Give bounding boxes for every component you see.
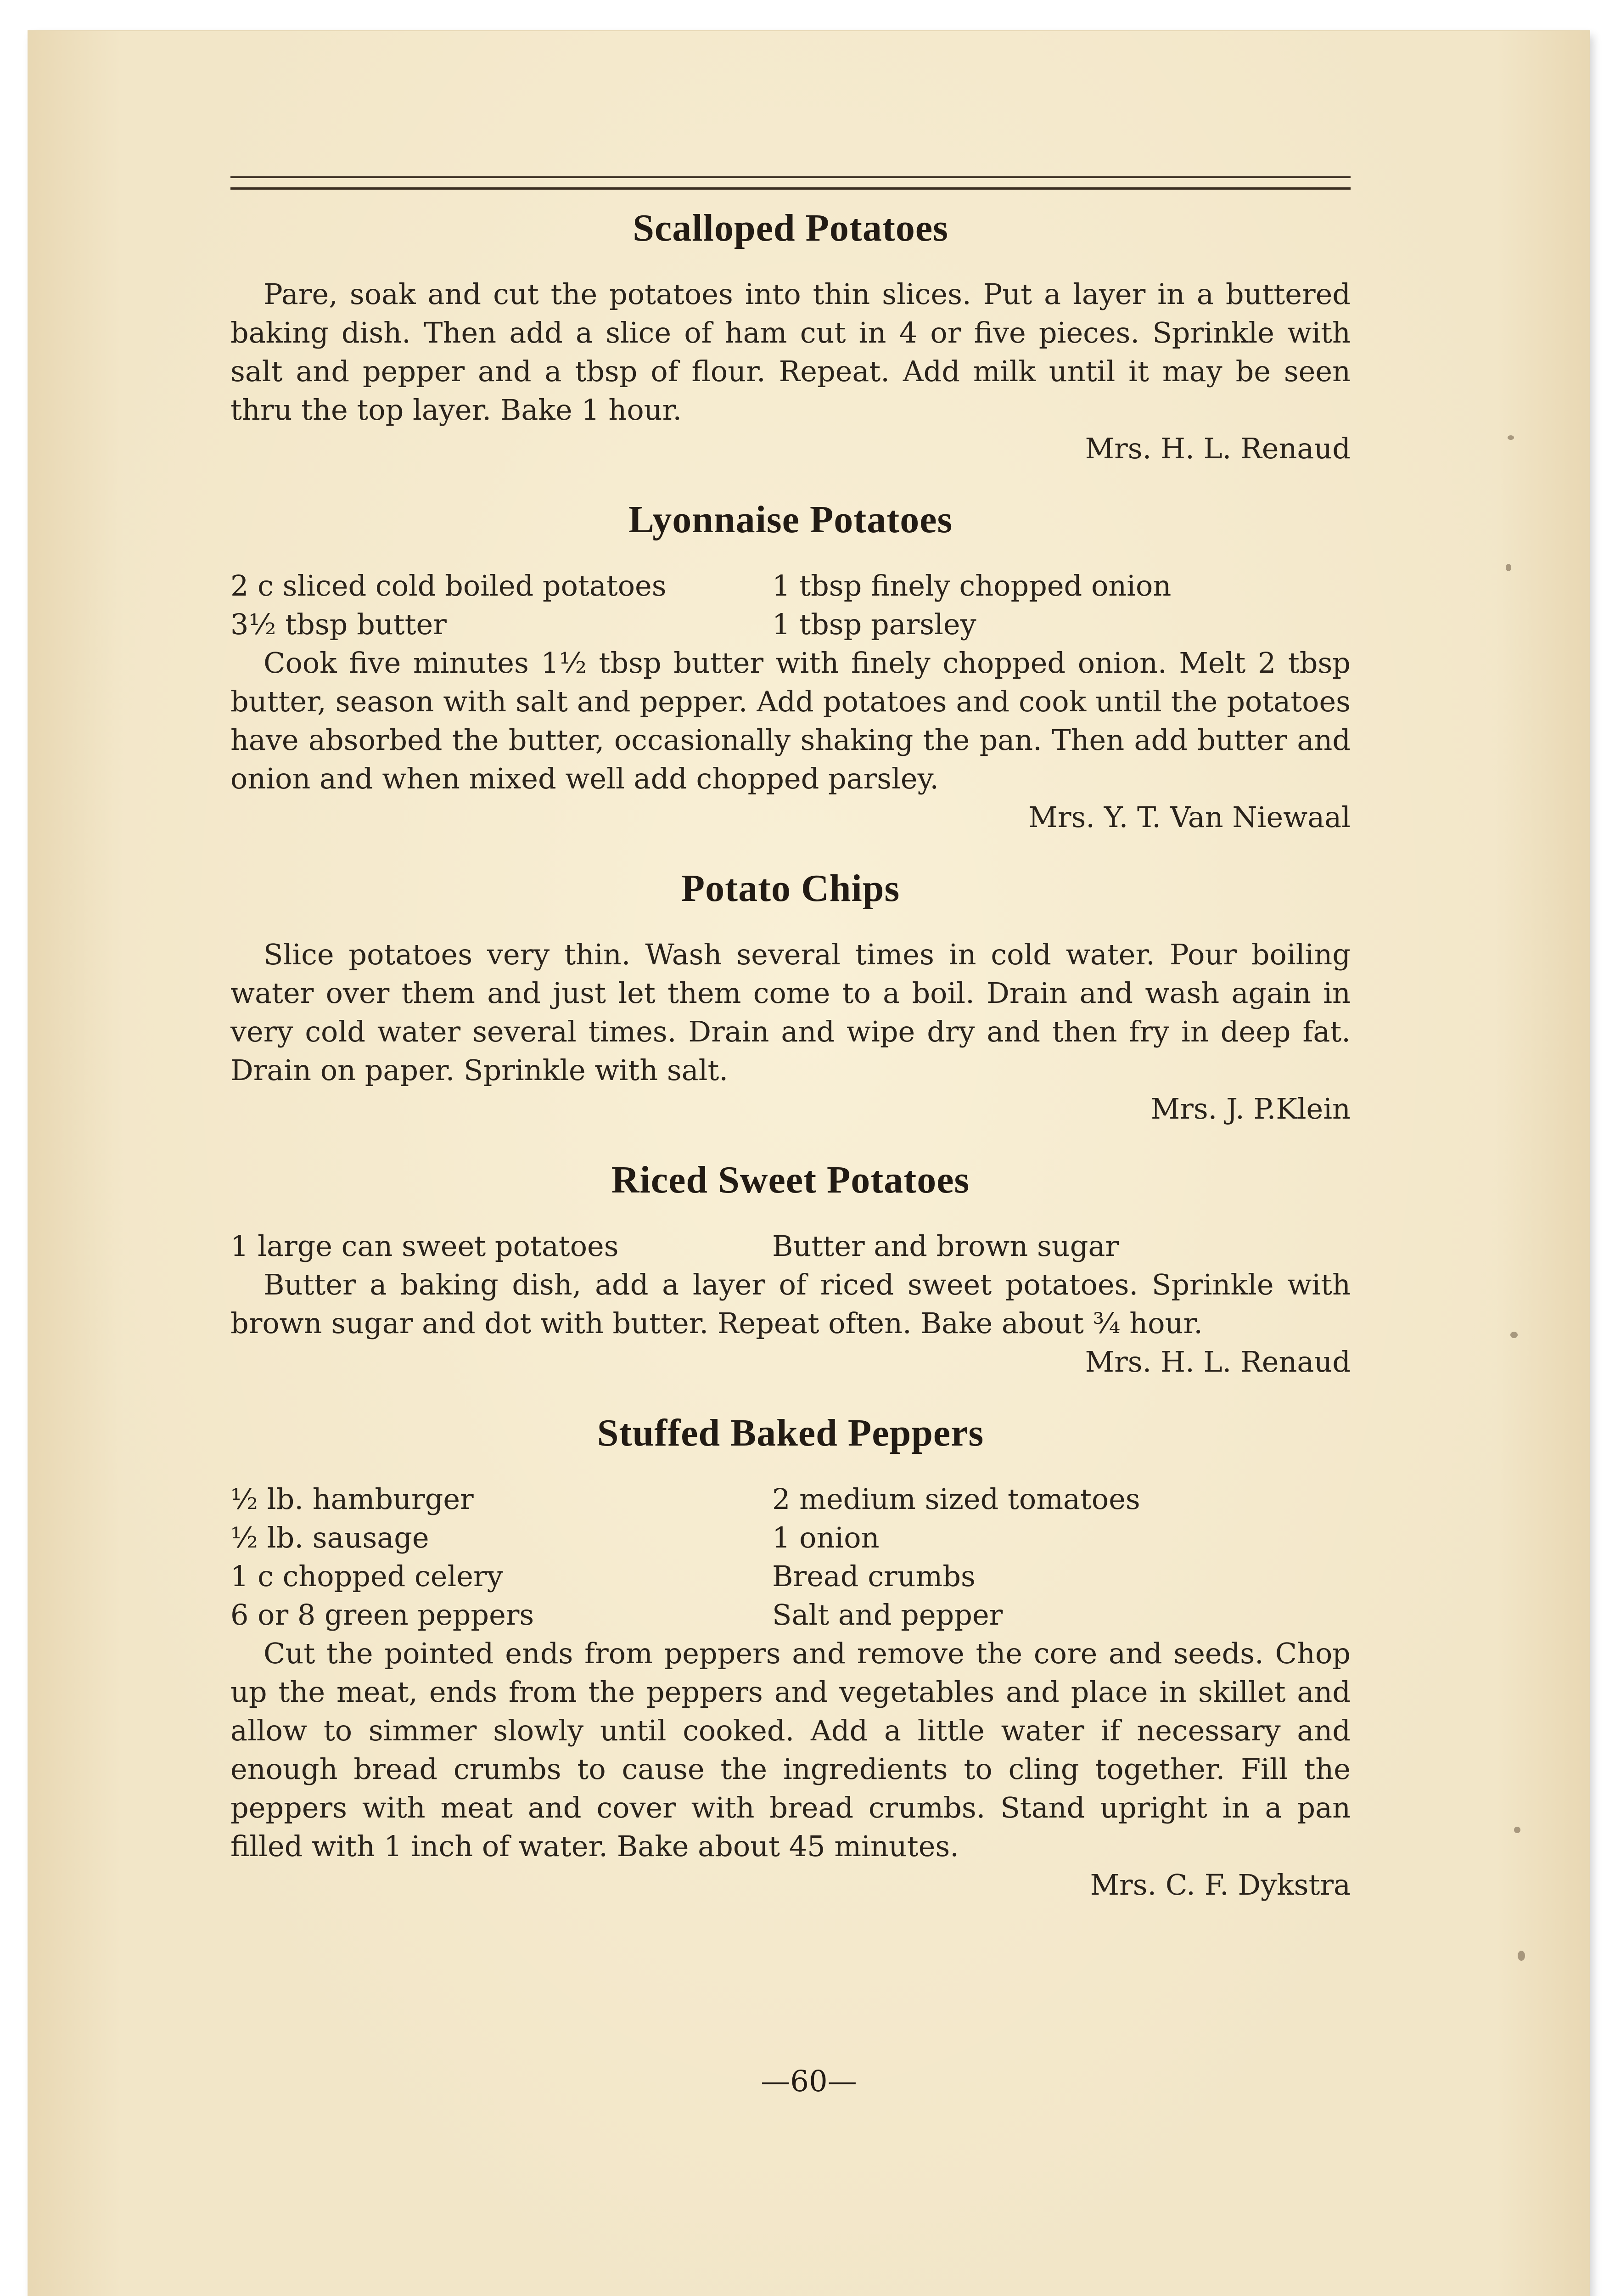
ingredient-item: Bread crumbs (772, 1559, 976, 1593)
recipe-content (230, 206, 1351, 1904)
recipe-stuffed-baked-peppers (230, 1411, 1351, 1904)
ingredient-list (230, 567, 1351, 644)
paper-speck (1514, 1827, 1520, 1833)
ingredient-item: 2 c sliced cold boiled potatoes (230, 569, 667, 602)
recipe-lyonnaise-potatoes (230, 497, 1351, 837)
recipe-instructions: Cook five minutes 1½ tbsp butter with finely chopped onion. Melt 2 tbsp butter, season with salt and pepper. Add potatoes and cook until the potatoes have absorbed the butter, occasionally shaking the pan. Then add butter and onion and when mixed well add chopped parsley. (230, 646, 1351, 795)
recipe-author: Mrs. J. P.Klein (1150, 1092, 1351, 1125)
recipe-author: Mrs. H. L. Renaud (1085, 1345, 1351, 1379)
ingredient-item: 3½ tbsp butter (230, 608, 447, 641)
recipe-title: Stuffed Baked Peppers (597, 1412, 984, 1454)
paper-speck (1508, 435, 1514, 440)
recipe-title: Scalloped Potatoes (633, 207, 948, 249)
recipe-instructions: Cut the pointed ends from peppers and remove the core and seeds. Chop up the meat, ends from the peppers and vegetables and place in skillet and allow to simmer slowly until cooked. Add a little water if necessary and enough bread crumbs to cause the ingredients to cling together. Fill the peppers with meat and cover with bread crumbs. Stand upright in a pan filled with 1 inch of water. Bake about 45 minutes. (230, 1637, 1351, 1863)
ingredient-item: 1 c chopped celery (230, 1559, 503, 1593)
header-rule-bottom (230, 187, 1351, 190)
recipe-potato-chips (230, 866, 1351, 1128)
recipe-riced-sweet-potatoes (230, 1158, 1351, 1381)
recipe-scalloped-potatoes (230, 206, 1351, 468)
ingredient-list (230, 1480, 1351, 1634)
paper-speck (1510, 1332, 1518, 1338)
recipe-author: Mrs. Y. T. Van Niewaal (1028, 800, 1351, 834)
ingredient-item: Salt and pepper (772, 1598, 1003, 1632)
recipe-author: Mrs. H. L. Renaud (1085, 432, 1351, 465)
paper-speck (1506, 564, 1511, 571)
page-number: —60— (761, 2065, 857, 2099)
ingredient-item: ½ lb. hamburger (230, 1482, 474, 1516)
header-rule-top (230, 176, 1351, 178)
recipe-title: Potato Chips (681, 867, 900, 910)
ingredient-item: 1 tbsp finely chopped onion (772, 569, 1172, 602)
ingredient-item: 2 medium sized tomatoes (772, 1482, 1140, 1516)
ingredient-item: ½ lb. sausage (230, 1521, 429, 1554)
recipe-title: Riced Sweet Potatoes (611, 1159, 970, 1201)
ingredient-item: 6 or 8 green peppers (230, 1598, 534, 1632)
recipe-instructions: Pare, soak and cut the potatoes into thin slices. Put a layer in a buttered baking dish. Then add a slice of ham cut in 4 or five pieces. Sprinkle with salt and pepper and a tbsp of flour. Repeat. Add milk until it may be seen thru the top layer. Bake 1 hour. (230, 277, 1351, 427)
ingredient-item: Butter and brown sugar (772, 1229, 1119, 1263)
ingredient-list (230, 1227, 1351, 1266)
recipe-instructions: Slice potatoes very thin. Wash several times in cold water. Pour boiling water over them and just let them come to a boil. Drain and wash again in very cold water several times. Drain and wipe dry and then fry in deep fat. Drain on paper. Sprinkle with salt. (230, 938, 1351, 1087)
paper-speck (1518, 1951, 1525, 1961)
ingredient-item: 1 tbsp parsley (772, 608, 976, 641)
recipe-title: Lyonnaise Potatoes (628, 498, 953, 541)
ingredient-item: 1 onion (772, 1521, 880, 1554)
cookbook-page (28, 31, 1589, 2296)
recipe-instructions: Butter a baking dish, add a layer of riced sweet potatoes. Sprinkle with brown sugar and dot with butter. Repeat often. Bake about ¾ hour. (230, 1268, 1351, 1340)
ingredient-item: 1 large can sweet potatoes (230, 1229, 619, 1263)
recipe-author: Mrs. C. F. Dykstra (1090, 1868, 1351, 1902)
